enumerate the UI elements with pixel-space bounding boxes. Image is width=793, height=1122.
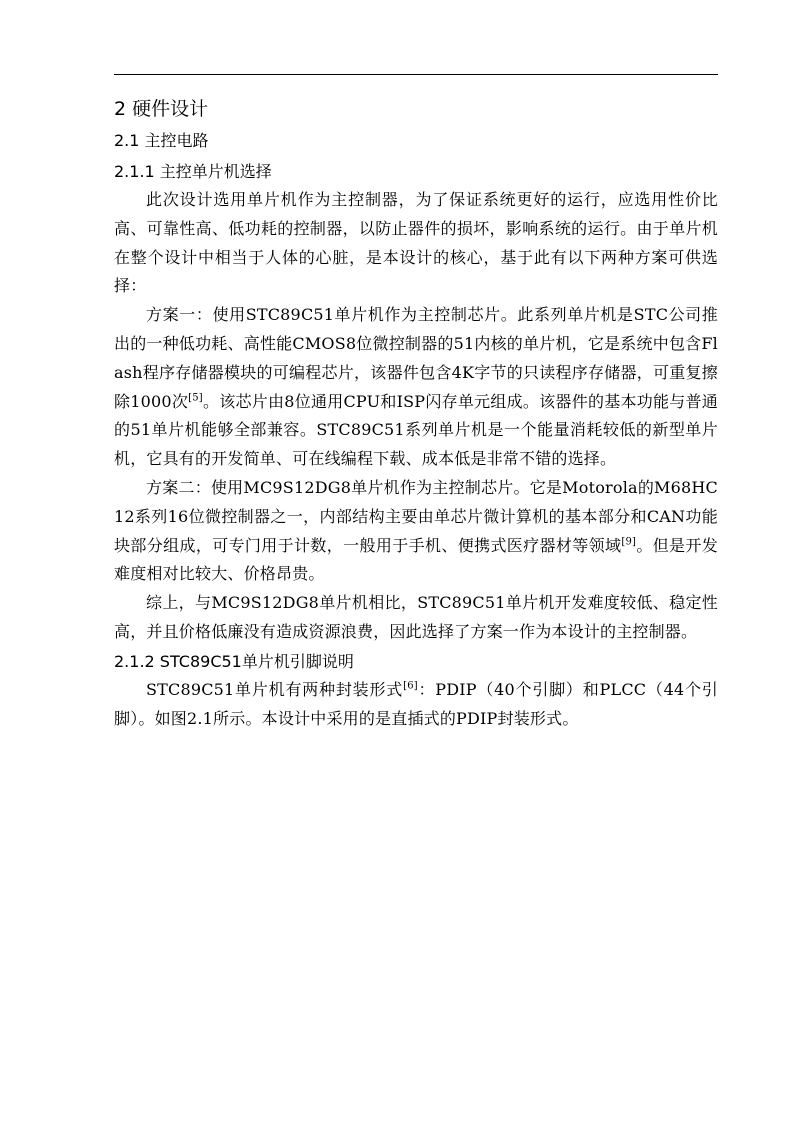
header-rule bbox=[114, 74, 718, 75]
paragraph-option-one bbox=[114, 301, 718, 474]
heading-hardware-design: 2 硬件设计 bbox=[114, 98, 209, 120]
option-one-text-b: 。该芯片由8位通用CPU和ISP闪存单元组成。该器件的基本功能与普通的51单片机能够全部兼容。STC89C51系列单片机是一个能量消耗较低的新型单片机，它具有的开发简单、可在线编程下载、成本低是非常不错的选择。 bbox=[114, 391, 718, 469]
package-text-b: ：PDIP（40个引脚）和PLCC（44个引脚）。如图2.1所示。本设计中采用的是直插式的PDIP封装形式。 bbox=[114, 679, 718, 728]
heading-main-control-circuit: 2.1 主控电路 bbox=[114, 131, 209, 150]
citation-5: [5] bbox=[188, 392, 203, 404]
heading-mcu-selection: 2.1.1 主控单片机选择 bbox=[114, 162, 272, 181]
heading-pin-description: 2.1.2 STC89C51单片机引脚说明 bbox=[114, 651, 354, 671]
paragraph-conclusion: 综上，与MC9S12DG8单片机相比，STC89C51单片机开发难度较低、稳定性高，并且价格低廉没有造成资源浪费，因此选择了方案一作为本设计的主控制器。 bbox=[114, 593, 718, 641]
paragraph-option-two bbox=[114, 474, 718, 589]
package-text-a: STC89C51单片机有两种封装形式 bbox=[146, 679, 404, 699]
document-body bbox=[114, 95, 718, 733]
paragraph-intro: 此次设计选用单片机作为主控制器，为了保证系统更好的运行，应选用性价比高、可靠性高、低功耗的控制器，以防止器件的损坏，影响系统的运行。由于单片机在整个设计中相当于人体的心脏，是本设计的核心，基于此有以下两种方案可供选择： bbox=[114, 190, 718, 296]
paragraph-package bbox=[114, 676, 718, 734]
citation-9: [9] bbox=[621, 536, 637, 548]
option-two-text-a: 方案二：使用MC9S12DG8单片机作为主控制芯片。它是Motorola的M68HC12系列16位微控制器之一，内部结构主要由单芯片微计算机的基本部分和CAN功能块部分组成，可专门用于计数，一般用于手机、便携式医疗器材等领域 bbox=[114, 477, 718, 555]
option-one-text-a: 方案一：使用STC89C51单片机作为主控制芯片。此系列单片机是STC公司推出的一种低功耗、高性能CMOS8位微控制器的51内核的单片机，它是系统中包含Flash程序存储器模块的可编程芯片，该器件包含4K字节的只读程序存储器，可重复擦除1000次 bbox=[114, 305, 718, 411]
option-two-text-b: 。但是开发难度相对比较大、价格昂贵。 bbox=[114, 535, 718, 584]
citation-6: [6] bbox=[403, 680, 418, 692]
